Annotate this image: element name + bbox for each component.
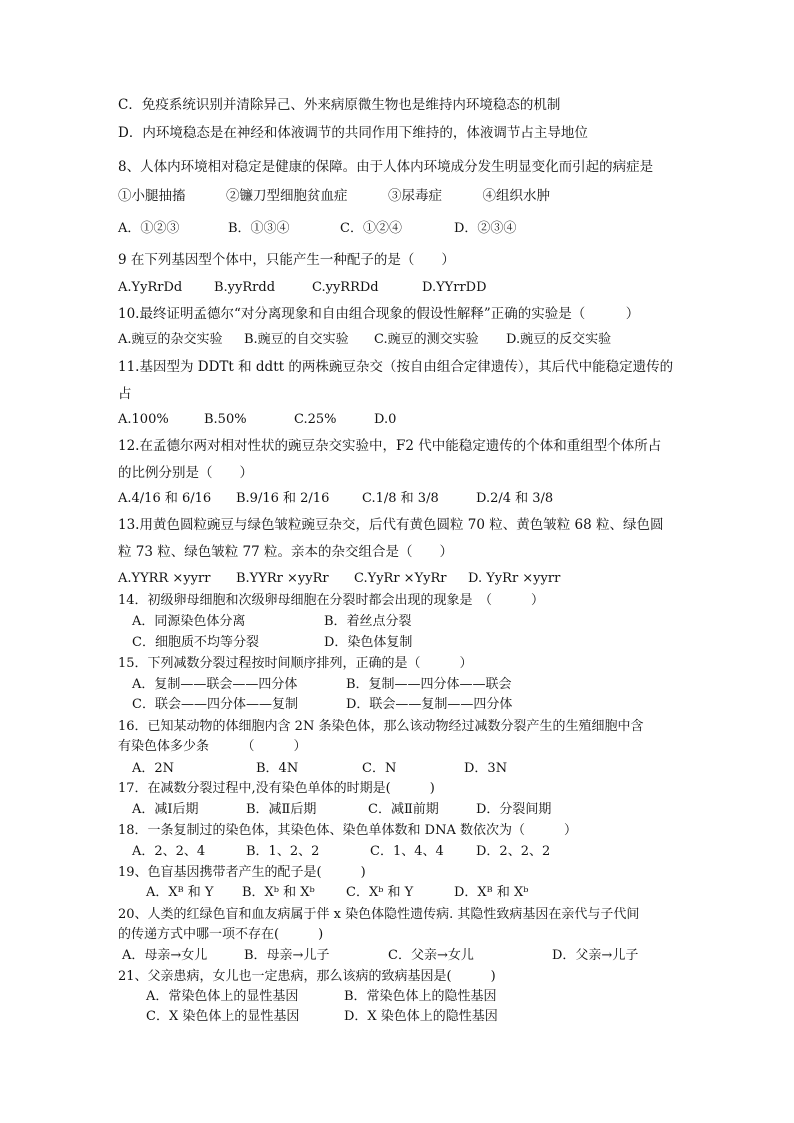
q12-option-d: D.2/4 和 3/8: [476, 491, 554, 506]
question-20-line-2: 的传递方式中哪一项不存在( ): [118, 927, 324, 942]
q15-option-b: B．复制——四分体——联会: [346, 677, 512, 692]
q14-option-c: C．细胞质不均等分裂: [132, 635, 259, 650]
q9-option-c: C.yyRRDd: [312, 280, 379, 295]
q17-option-a: A．减Ⅰ后期: [132, 802, 199, 817]
q9-option-d: D.YYrrDD: [422, 280, 487, 295]
q8-option-a: A．①②③: [118, 221, 180, 236]
q15-option-a: A．复制——联会——四分体: [132, 677, 298, 692]
q13-option-c: C.YyRr ×YyRr: [354, 571, 447, 586]
question-12-line-2: 的比例分别是（ ）: [118, 465, 253, 481]
question-15: 15．下列减数分裂过程按时间顺序排列，正确的是（ ）: [118, 656, 473, 671]
q17-option-c: C．减Ⅱ前期: [368, 802, 439, 817]
q21-option-b: B．常染色体上的隐性基因: [344, 989, 497, 1004]
q10-option-c: C.豌豆的测交实验: [374, 332, 479, 347]
q15-option-d: D．联会——复制——四分体: [346, 697, 513, 712]
question-19: 19、色盲基因携带者产生的配子是( ): [118, 865, 366, 880]
q18-option-c: C．1、4、4: [370, 844, 444, 859]
q20-option-c: C．父亲→女儿: [388, 948, 474, 963]
q19-option-d: D．Xᴮ 和 Xᵇ: [454, 885, 529, 900]
question-9: 9 在下列基因型个体中，只能产生一种配子的是（ ）: [118, 252, 455, 268]
q17-option-b: B．减Ⅱ后期: [246, 802, 317, 817]
question-17: 17．在减数分裂过程中,没有染色单体的时期是( ): [118, 781, 435, 796]
q20-option-d: D．父亲→儿子: [552, 948, 639, 963]
q21-option-a: A．常染色体上的显性基因: [146, 989, 299, 1004]
q10-option-d: D.豌豆的反交实验: [506, 332, 612, 347]
q8-option-d: D．②③④: [454, 221, 517, 236]
q16-option-a: A．2N: [132, 761, 175, 776]
q11-option-d: D.0: [374, 412, 397, 427]
question-13-line-1: 13.用黄色圆粒豌豆与绿色皱粒豌豆杂交，后代有黄色圆粒 70 粒、黄色皱粒 68 粒、绿色圆: [118, 517, 664, 533]
question-21: 21、父亲患病，女儿也一定患病，那么该病的致病基因是( ): [118, 969, 496, 984]
q13-option-b: B.YYRr ×yyRr: [236, 571, 329, 586]
q20-option-a: A．母亲→女儿: [122, 948, 208, 963]
q21-option-d: D．X 染色体上的隐性基因: [344, 1009, 498, 1024]
q11-option-b: B.50%: [204, 412, 247, 427]
question-12-line-1: 12.在孟德尔两对相对性状的豌豆杂交实验中，F2 代中能稳定遗传的个体和重组型个体所占: [118, 438, 662, 454]
q13-option-a: A.YYRR ×yyrr: [118, 571, 211, 586]
q19-option-c: C．Xᵇ 和 Y: [346, 885, 414, 900]
q11-option-c: C.25%: [294, 412, 337, 427]
q17-option-d: D．分裂间期: [476, 802, 552, 817]
q21-option-c: C．X 染色体上的显性基因: [146, 1009, 300, 1024]
q14-option-b: B．着丝点分裂: [324, 614, 412, 629]
question-16-line-2: 有染色体多少条 （ ）: [118, 739, 307, 754]
q12-option-b: B.9/16 和 2/16: [236, 491, 330, 506]
question-8-items: ①小腿抽搐 ②镰刀型细胞贫血症 ③尿毒症 ④组织水肿: [118, 188, 550, 204]
q8-option-c: C．①②④: [340, 221, 402, 236]
q9-option-b: B.yyRrdd: [214, 280, 276, 295]
q13-option-d: D. YyRr ×yyrr: [468, 571, 561, 586]
question-13-line-2: 粒 73 粒、绿色皱粒 77 粒。亲本的杂交组合是（ ）: [118, 544, 454, 560]
q12-option-c: C.1/8 和 3/8: [362, 491, 439, 506]
q16-option-c: C．N: [362, 761, 397, 776]
q20-option-b: B．母亲→儿子: [244, 948, 330, 963]
question-10: 10.最终证明孟德尔“对分离现象和自由组合现象的假设性解释”正确的实验是（ ）: [118, 306, 640, 322]
question-18: 18．一条复制过的染色体，其染色体、染色单体数和 DNA 数依次为（ ）: [118, 823, 577, 838]
question-11-line-1: 11.基因型为 DDTt 和 ddtt 的两株豌豆杂交（按自由组合定律遗传），其后代中能稳定遗传的: [118, 359, 674, 375]
q15-option-c: C．联会——四分体——复制: [132, 697, 298, 712]
option-d-previous: D．内环境稳态是在神经和体液调节的共同作用下维持的，体液调节占主导地位: [118, 125, 588, 141]
question-11-line-2: 占: [118, 386, 132, 402]
q9-option-a: A.YyRrDd: [118, 280, 183, 295]
q14-option-d: D．染色体复制: [324, 635, 413, 650]
q12-option-a: A.4/16 和 6/16: [118, 491, 212, 506]
question-14: 14．初级卵母细胞和次级卵母细胞在分裂时都会出现的现象是 （ ）: [118, 593, 545, 608]
q16-option-d: D．3N: [464, 761, 508, 776]
q19-option-a: A．Xᴮ 和 Y: [146, 885, 214, 900]
q16-option-b: B．4N: [256, 761, 299, 776]
q10-option-a: A.豌豆的杂交实验: [118, 332, 223, 347]
q14-option-a: A．同源染色体分离: [132, 614, 246, 629]
q8-option-b: B．①③④: [228, 221, 290, 236]
question-8: 8、人体内环境相对稳定是健康的保障。由于人体内环境成分发生明显变化而引起的病症是: [118, 159, 654, 175]
question-16-line-1: 16．已知某动物的体细胞内含 2N 条染色体，那么该动物经过减数分裂产生的生殖细胞中含: [118, 719, 644, 734]
q18-option-a: A．2、2、4: [132, 844, 206, 859]
q18-option-d: D．2、2、2: [476, 844, 551, 859]
question-20-line-1: 20、人类的红绿色盲和血友病属于伴 x 染色体隐性遗传病. 其隐性致病基因在亲代与子代间: [118, 907, 640, 922]
q18-option-b: B．1、2、2: [246, 844, 320, 859]
q19-option-b: B．Xᵇ 和 Xᵇ: [242, 885, 315, 900]
q11-option-a: A.100%: [118, 412, 169, 427]
q10-option-b: B.豌豆的自交实验: [244, 332, 349, 347]
option-c-previous: C．免疫系统识别并清除异己、外来病原微生物也是维持内环境稳态的机制: [118, 97, 561, 113]
